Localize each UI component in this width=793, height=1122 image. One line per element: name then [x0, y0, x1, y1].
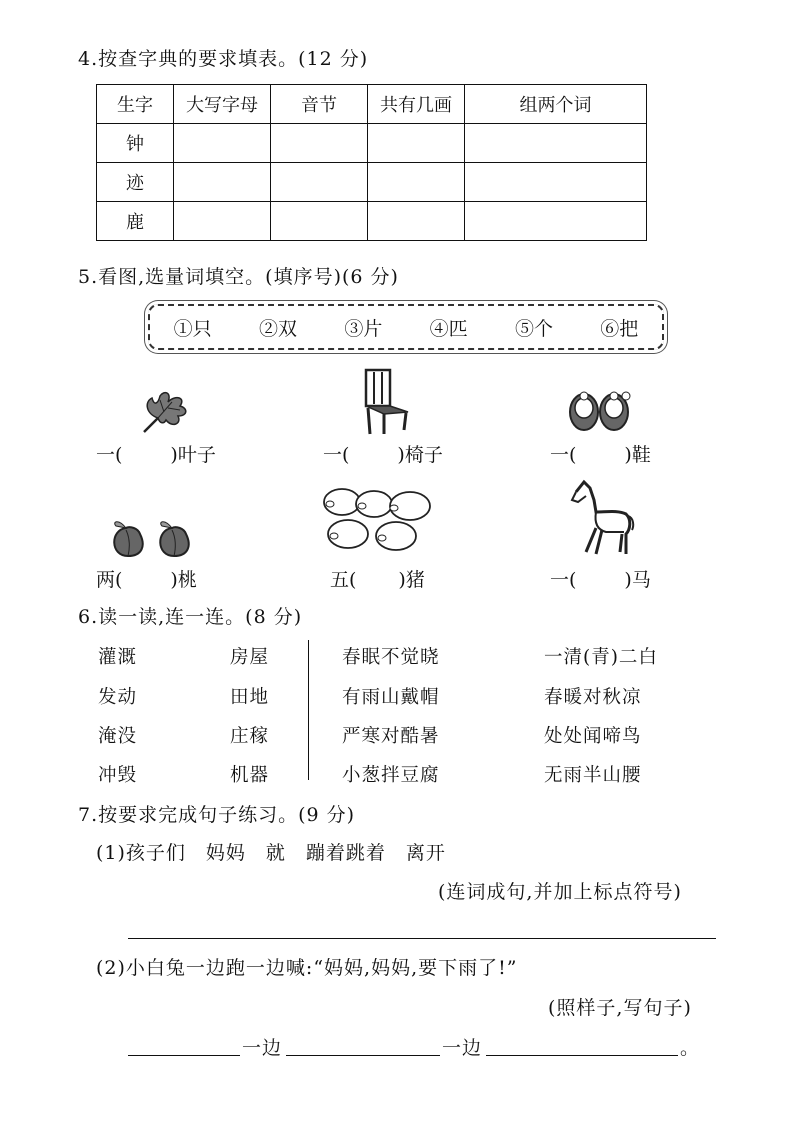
horse-icon — [566, 478, 636, 558]
q7-part1-hint: (连词成句,并加上标点符号) — [438, 881, 682, 903]
answer-cell[interactable] — [465, 163, 647, 202]
option: ⑥把 — [600, 317, 639, 340]
answer-cell[interactable] — [368, 163, 465, 202]
item-suffix: )鞋 — [624, 444, 651, 466]
header-cell: 音节 — [271, 85, 368, 124]
header-cell: 大写字母 — [174, 85, 271, 124]
header-cell: 生字 — [97, 85, 174, 124]
item-prefix: 一( — [550, 569, 577, 591]
answer-cell[interactable] — [271, 124, 368, 163]
blank-item — [323, 440, 443, 467]
word-left-a[interactable]: 灌溉 — [98, 647, 138, 668]
q6-title: 6.读一读,连一连。(8 分) — [78, 606, 303, 628]
table-row — [97, 163, 647, 202]
word-left-b[interactable]: 机器 — [230, 765, 270, 786]
answer-cell[interactable] — [368, 202, 465, 241]
phrase-right-b[interactable]: 无雨半山腰 — [544, 765, 642, 786]
word-left-a[interactable]: 发动 — [98, 687, 138, 708]
option: ③片 — [344, 317, 383, 340]
phrase-right-b[interactable]: 春暖对秋凉 — [544, 687, 642, 708]
table-header-row — [97, 85, 647, 124]
option: ④匹 — [429, 317, 468, 340]
phrase-right-b[interactable]: 一清(青)二白 — [544, 647, 658, 668]
answer-line[interactable] — [128, 1055, 240, 1056]
leaf-icon — [138, 388, 194, 436]
answer-cell[interactable] — [271, 202, 368, 241]
answer-line[interactable] — [486, 1055, 678, 1056]
q7-title: 7.按要求完成句子练习。(9 分) — [78, 804, 356, 826]
char-cell: 钟 — [97, 124, 174, 163]
blank-item — [550, 440, 651, 467]
answer-cell[interactable] — [368, 124, 465, 163]
q7-part2-hint: (照样子,写句子) — [548, 997, 692, 1019]
blank-item — [330, 565, 425, 592]
shoes-icon — [566, 384, 636, 434]
option: ①只 — [173, 317, 212, 340]
header-cell: 共有几画 — [368, 85, 465, 124]
blank-item — [96, 440, 216, 467]
option-box — [148, 304, 664, 350]
item-suffix: )叶子 — [170, 444, 216, 466]
phrase-right-a[interactable]: 严寒对酷暑 — [342, 726, 440, 747]
answer-cell[interactable] — [174, 202, 271, 241]
answer-cell[interactable] — [174, 163, 271, 202]
q7-part1: (1)孩子们 妈妈 就 蹦着跳着 离开 — [96, 842, 446, 864]
word-left-a[interactable]: 冲毁 — [98, 765, 138, 786]
q5-title: 5.看图,选量词填空。(填序号)(6 分) — [78, 266, 399, 288]
item-suffix: )猪 — [398, 569, 425, 591]
word-left-b[interactable]: 田地 — [230, 687, 270, 708]
option: ②双 — [258, 317, 297, 340]
phrase-right-a[interactable]: 春眠不觉晓 — [342, 647, 440, 668]
item-prefix: 一( — [323, 444, 350, 466]
table-row — [97, 124, 647, 163]
word-left-b[interactable]: 房屋 — [230, 647, 270, 668]
answer-cell[interactable] — [465, 124, 647, 163]
item-suffix: )桃 — [170, 569, 197, 591]
pigs-icon — [320, 484, 440, 558]
yibian-word: 一边 — [242, 1037, 283, 1059]
phrase-right-a[interactable]: 小葱拌豆腐 — [342, 765, 440, 786]
item-suffix: )椅子 — [397, 444, 443, 466]
answer-line[interactable] — [286, 1055, 440, 1056]
answer-cell[interactable] — [271, 163, 368, 202]
q7-part2: (2)小白兔一边跑一边喊:“妈妈,妈妈,要下雨了!” — [96, 957, 518, 979]
table-row — [97, 202, 647, 241]
phrase-right-b[interactable]: 处处闻啼鸟 — [544, 726, 642, 747]
item-prefix: 一( — [550, 444, 577, 466]
phrase-right-a[interactable]: 有雨山戴帽 — [342, 687, 440, 708]
blank-item — [96, 565, 197, 592]
yibian-word: 一边 — [442, 1037, 483, 1059]
header-cell: 组两个词 — [465, 85, 647, 124]
blank-item — [550, 565, 651, 592]
char-cell: 迹 — [97, 163, 174, 202]
divider — [308, 640, 309, 780]
option: ⑤个 — [514, 317, 553, 340]
word-left-b[interactable]: 庄稼 — [230, 726, 270, 747]
char-cell: 鹿 — [97, 202, 174, 241]
chair-icon — [360, 368, 412, 436]
item-prefix: 两( — [96, 569, 123, 591]
word-left-a[interactable]: 淹没 — [98, 726, 138, 747]
answer-line[interactable] — [128, 938, 716, 939]
item-prefix: 一( — [96, 444, 123, 466]
item-suffix: )马 — [624, 569, 651, 591]
answer-cell[interactable] — [174, 124, 271, 163]
q4-title: 4.按查字典的要求填表。(12 分) — [78, 48, 369, 70]
answer-cell[interactable] — [465, 202, 647, 241]
dictionary-table — [96, 84, 647, 241]
peaches-icon — [108, 516, 198, 558]
end-mark: 。 — [680, 1037, 701, 1059]
item-prefix: 五( — [330, 569, 357, 591]
